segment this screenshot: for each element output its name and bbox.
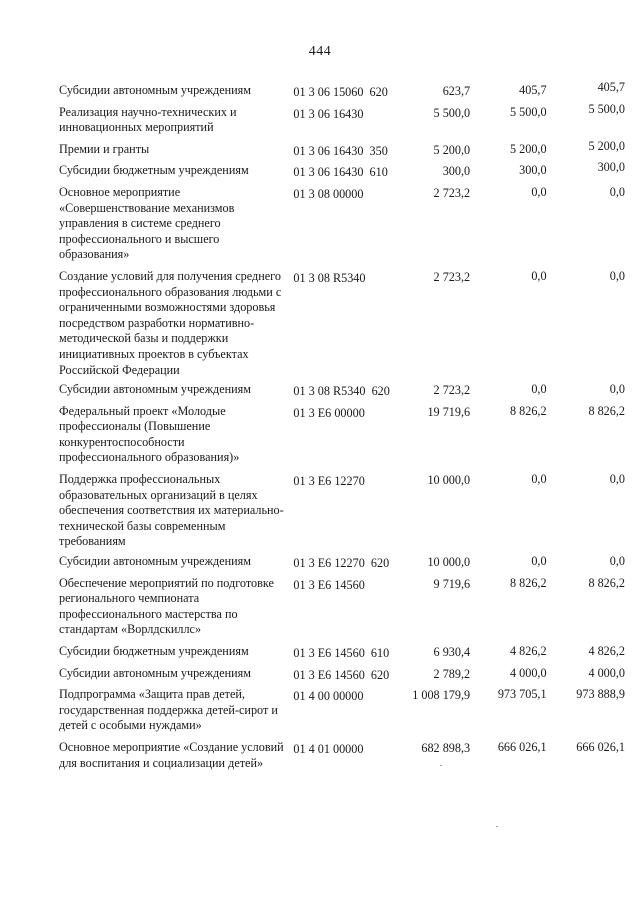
row-value-1: 5 200,0: [433, 142, 471, 157]
row-code: 01 4 00 00000: [293, 689, 364, 704]
table-row: [59, 576, 625, 638]
row-value-2: 405,7: [519, 83, 547, 97]
scan-artifact: [496, 826, 498, 827]
row-code: 01 3 E6 12270: [293, 474, 365, 489]
row-value-1: 10 000,0: [427, 555, 471, 570]
row-name: Субсидии бюджетным учреждениям: [59, 163, 249, 178]
row-value-3: 0,0: [609, 382, 625, 397]
table-row: [59, 80, 625, 101]
row-value-3: 0,0: [609, 554, 625, 569]
row-code: 01 3 06 16430: [293, 106, 364, 121]
row-value-1: 1 008 179,9: [412, 688, 471, 703]
row-name: Обеспечение мероприятий по подготовке регионального чемпионата профессионального мастерства по стандартам «Ворлдскиллс»: [59, 575, 274, 637]
row-name: Подпрограмма «Защита прав детей, государственная поддержка детей-сирот и детей с особыми нуждами»: [59, 687, 278, 733]
row-value-2: 973 705,1: [497, 687, 547, 702]
row-value-2: 0,0: [531, 268, 547, 283]
row-name: Создание условий для получения среднего профессионального образования людьми с ограниченными возможностями здоровья посредством разработки нормативно-методической базы и поддержки инициативных проектов в субъектах Российской Федерации: [59, 268, 282, 377]
table-row: [59, 687, 625, 734]
row-value-2: 300,0: [519, 163, 547, 178]
row-name: Поддержка профессиональных образовательных организаций в целях обеспечения соответствия их материально-технической базы современным требованиям: [59, 472, 284, 549]
row-value-3: 8 826,2: [588, 403, 625, 418]
row-value-3: 666 026,1: [576, 739, 625, 754]
row-value-2: 0,0: [531, 472, 547, 487]
row-code: 01 3 E6 12270 620: [293, 556, 390, 571]
table-row: [59, 666, 625, 684]
row-value-2: 8 826,2: [510, 575, 547, 590]
row-name: Федеральный проект «Молодые профессионалы (Повышение конкурентоспособности профессионального образования)»: [59, 403, 240, 465]
table-row: [59, 160, 625, 181]
row-code: 01 4 01 00000: [293, 741, 364, 756]
row-name: Субсидии бюджетным учреждениям: [59, 644, 249, 658]
table-row: [59, 472, 625, 550]
table-row: [59, 644, 625, 662]
table-row: [59, 404, 625, 466]
row-name: Реализация научно-технических и инновационных мероприятий: [59, 104, 237, 135]
row-name: Премии и гранты: [59, 141, 150, 156]
table-row: [59, 740, 625, 771]
row-value-3: 300,0: [597, 160, 625, 175]
row-value-3: 4 826,2: [588, 644, 625, 658]
row-value-1: 6 930,4: [433, 645, 471, 659]
row-value-2: 0,0: [531, 554, 547, 569]
row-name: Субсидии автономным учреждениям: [59, 554, 251, 569]
table-row: [59, 138, 625, 160]
row-value-1: 2 723,2: [433, 383, 471, 398]
row-value-2: 8 826,2: [510, 403, 547, 418]
row-value-1: 2 723,2: [433, 269, 471, 284]
row-value-3: 8 826,2: [588, 575, 625, 590]
table-row: [59, 101, 625, 136]
row-code: 01 3 E6 14560 620: [293, 667, 390, 682]
row-code: 01 3 06 16430 350: [293, 143, 388, 158]
row-value-1: 623,7: [442, 84, 471, 98]
row-name: Основное мероприятие «Создание условий для воспитания и социализации детей»: [59, 739, 284, 770]
row-code: 01 3 06 16430 610: [293, 165, 388, 180]
row-value-1: 5 500,0: [433, 105, 471, 120]
row-value-1: 300,0: [442, 164, 471, 179]
page-number: 444: [308, 44, 332, 59]
row-value-1: 2 789,2: [433, 666, 471, 681]
row-name: Субсидии автономным учреждениям: [59, 665, 251, 680]
budget-table: [59, 80, 625, 771]
row-value-1: 10 000,0: [427, 473, 471, 488]
row-value-3: 0,0: [609, 268, 625, 283]
row-value-3: 0,0: [609, 472, 625, 487]
row-code: 01 3 08 R5340: [293, 270, 366, 285]
scan-artifact: [440, 765, 442, 766]
row-value-3: 405,7: [597, 80, 625, 94]
row-value-2: 5 500,0: [510, 104, 547, 119]
table-row: [59, 269, 625, 378]
row-code: 01 3 E6 14560 610: [293, 646, 390, 660]
table-row: [59, 185, 625, 263]
row-code: 01 3 06 15060 620: [293, 85, 388, 99]
row-code: 01 3 08 R5340 620: [293, 384, 390, 399]
table-row: [59, 554, 625, 572]
row-name: Субсидии автономным учреждениям: [59, 382, 251, 397]
row-value-3: 973 888,9: [576, 687, 625, 702]
row-value-1: 2 723,2: [433, 185, 471, 200]
row-name: Субсидии автономным учреждениям: [59, 83, 251, 97]
row-value-2: 4 000,0: [510, 665, 547, 680]
row-value-2: 0,0: [531, 184, 547, 199]
row-value-1: 19 719,6: [427, 404, 471, 419]
row-value-2: 4 826,2: [510, 644, 547, 658]
row-value-2: 0,0: [531, 382, 547, 397]
table-row: [59, 382, 625, 400]
row-value-1: 682 898,3: [421, 740, 471, 755]
row-value-3: 0,0: [609, 184, 625, 199]
row-code: 01 3 E6 00000: [293, 405, 365, 420]
row-code: 01 3 E6 14560: [293, 577, 365, 592]
row-value-3: 4 000,0: [588, 665, 625, 680]
row-code: 01 3 08 00000: [293, 186, 364, 201]
row-value-2: 666 026,1: [497, 739, 547, 754]
row-value-3: 5 200,0: [588, 138, 625, 153]
row-name: Основное мероприятие «Совершенствование механизмов управления в системе среднего профессионального и высшего образования»: [59, 184, 235, 262]
row-value-3: 5 500,0: [588, 101, 625, 116]
row-value-2: 5 200,0: [510, 141, 547, 156]
row-value-1: 9 719,6: [433, 576, 471, 591]
